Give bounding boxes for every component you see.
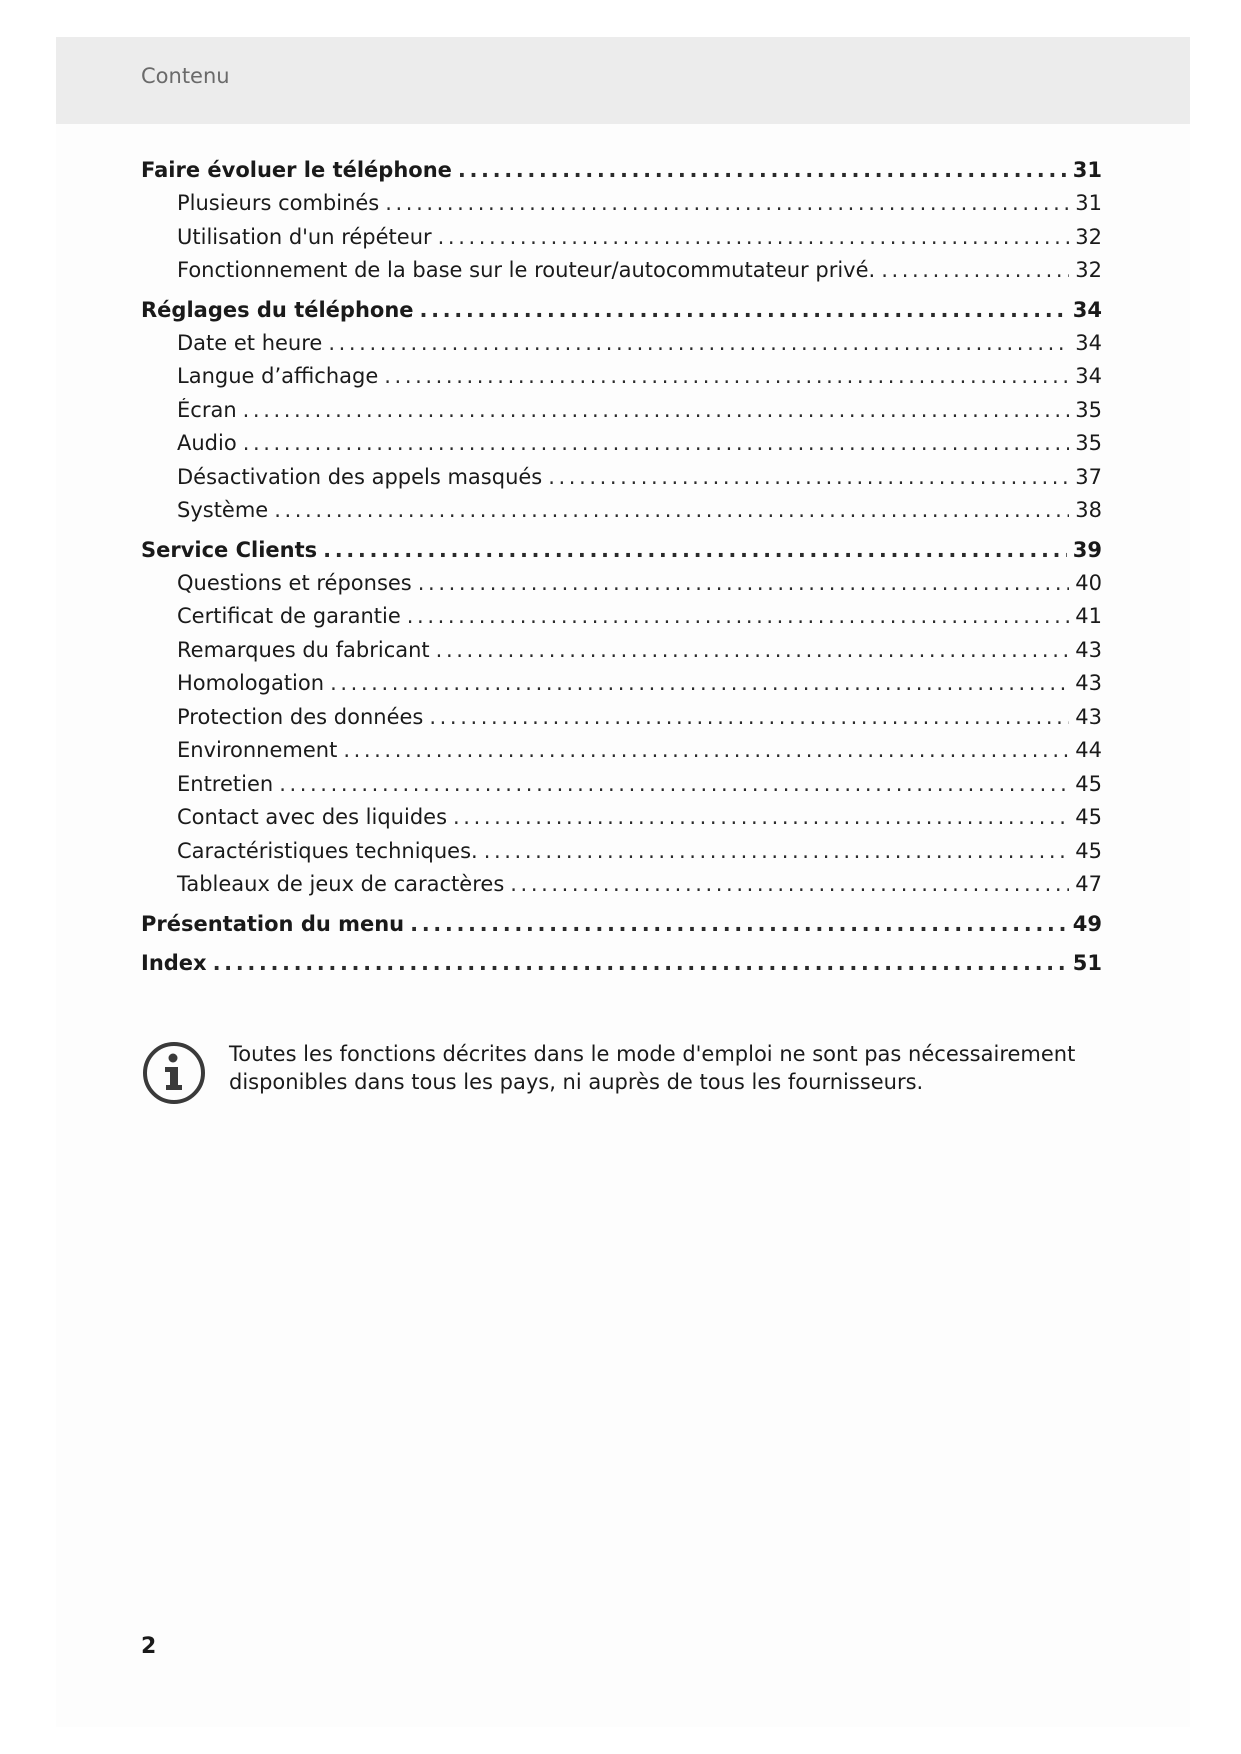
toc-entry-page-number: 35 — [1075, 397, 1102, 422]
toc-dot-leader — [407, 604, 1070, 628]
toc-chapter-entry — [141, 951, 1102, 984]
toc-dot-leader — [274, 498, 1069, 522]
toc-entry-label: Contact avec des liquides — [177, 805, 448, 829]
info-icon — [141, 1040, 207, 1106]
toc-entry-label: Entretien — [177, 771, 274, 796]
toc-entry-page-number: 34 — [1075, 364, 1102, 388]
toc-section-entry — [141, 225, 1102, 259]
toc-section-entry — [141, 872, 1102, 906]
toc-dot-leader — [484, 839, 1070, 863]
toc-entry-page-number: 43 — [1075, 704, 1102, 729]
toc-entry-label: Date et heure — [177, 330, 323, 355]
toc-section-entry — [141, 738, 1102, 772]
toc-dot-leader — [438, 225, 1070, 249]
toc-entry-page-number: 43 — [1075, 671, 1102, 695]
table-of-contents — [141, 158, 1102, 984]
toc-entry-label: Écran — [177, 397, 237, 422]
toc-entry-page-number: 45 — [1075, 771, 1102, 796]
toc-dot-leader — [418, 571, 1070, 595]
toc-entry-label: Index — [141, 950, 207, 975]
toc-section-entry — [141, 191, 1102, 225]
toc-entry-page-number: 31 — [1075, 191, 1102, 215]
toc-dot-leader — [436, 638, 1070, 662]
toc-entry-label: Langue d’affichage — [177, 364, 379, 388]
toc-entry-label: Environnement — [177, 738, 338, 762]
toc-entry-page-number: 40 — [1075, 570, 1102, 595]
toc-entry-page-number: 34 — [1075, 330, 1102, 355]
section-header-title: Contenu — [141, 64, 230, 88]
toc-entry-label: Présentation du menu — [141, 911, 405, 936]
toc-entry-label: Désactivation des appels masqués — [177, 464, 543, 489]
toc-dot-leader — [548, 465, 1069, 489]
toc-entry-label: Homologation — [177, 671, 325, 695]
toc-dot-leader — [453, 805, 1069, 829]
toc-entry-page-number: 43 — [1075, 637, 1102, 662]
toc-dot-leader — [429, 705, 1069, 729]
toc-entry-page-number: 38 — [1075, 498, 1102, 522]
toc-entry-page-number: 34 — [1072, 297, 1102, 322]
toc-section-entry — [141, 331, 1102, 365]
toc-section-entry — [141, 604, 1102, 638]
toc-entry-page-number: 45 — [1075, 838, 1102, 863]
toc-entry-page-number: 32 — [1075, 224, 1102, 249]
info-note-line-2: disponibles dans tous les pays, ni auprès de tous les fournisseurs. — [229, 1070, 924, 1094]
toc-entry-page-number: 39 — [1072, 537, 1102, 562]
toc-dot-leader — [385, 191, 1069, 215]
toc-dot-leader — [243, 431, 1070, 455]
toc-entry-page-number: 31 — [1072, 158, 1102, 182]
toc-section-entry — [141, 465, 1102, 499]
toc-entry-label: Audio — [177, 431, 237, 455]
toc-dot-leader — [328, 331, 1069, 355]
toc-entry-page-number: 49 — [1072, 911, 1102, 936]
toc-entry-label: Fonctionnement de la base sur le routeur/autocommutateur privé. — [177, 258, 876, 282]
toc-dot-leader — [243, 398, 1070, 422]
toc-entry-page-number: 44 — [1075, 738, 1102, 762]
toc-entry-label: Remarques du fabricant — [177, 637, 430, 662]
toc-entry-label: Service Clients — [141, 537, 318, 562]
toc-section-entry — [141, 431, 1102, 465]
toc-dot-leader — [410, 912, 1067, 936]
toc-chapter-entry — [141, 158, 1102, 191]
toc-entry-page-number: 41 — [1075, 604, 1102, 628]
toc-dot-leader — [279, 772, 1069, 796]
toc-entry-page-number: 37 — [1075, 464, 1102, 489]
toc-dot-leader — [458, 158, 1067, 182]
toc-section-entry — [141, 398, 1102, 432]
toc-entry-page-number: 35 — [1075, 431, 1102, 455]
page-number: 2 — [141, 1634, 157, 1659]
toc-entry-label: Certificat de garantie — [177, 604, 401, 628]
toc-entry-label: Réglages du téléphone — [141, 297, 414, 322]
toc-dot-leader — [213, 951, 1067, 975]
toc-section-entry — [141, 705, 1102, 739]
toc-entry-label: Tableaux de jeux de caractères — [177, 872, 505, 896]
toc-entry-label: Protection des données — [177, 704, 424, 729]
toc-section-entry — [141, 805, 1102, 839]
toc-entry-label: Faire évoluer le téléphone — [141, 158, 452, 182]
toc-chapter-entry — [141, 538, 1102, 571]
info-note-line-1: Toutes les fonctions décrites dans le mode d'emploi ne sont pas nécessairement — [229, 1042, 1076, 1066]
toc-section-entry — [141, 772, 1102, 806]
toc-dot-leader — [420, 298, 1067, 322]
info-note-text — [229, 1040, 1109, 1096]
toc-section-entry — [141, 671, 1102, 705]
toc-entry-page-number: 51 — [1072, 950, 1102, 975]
toc-section-entry — [141, 258, 1102, 292]
toc-entry-page-number: 47 — [1075, 872, 1102, 896]
toc-section-entry — [141, 498, 1102, 532]
toc-section-entry — [141, 364, 1102, 398]
toc-dot-leader — [343, 738, 1069, 762]
toc-entry-page-number: 45 — [1075, 805, 1102, 829]
toc-section-entry — [141, 638, 1102, 672]
toc-entry-page-number: 32 — [1075, 258, 1102, 282]
toc-entry-label: Plusieurs combinés — [177, 191, 380, 215]
toc-entry-label: Questions et réponses — [177, 570, 412, 595]
toc-entry-label: Utilisation d'un répéteur — [177, 224, 432, 249]
toc-chapter-entry — [141, 298, 1102, 331]
toc-dot-leader — [510, 872, 1069, 896]
toc-section-entry — [141, 839, 1102, 873]
toc-dot-leader — [384, 364, 1069, 388]
toc-chapter-entry — [141, 912, 1102, 945]
toc-dot-leader — [881, 258, 1069, 282]
toc-entry-label: Système — [177, 498, 269, 522]
toc-entry-label: Caractéristiques techniques. — [177, 838, 478, 863]
toc-section-entry — [141, 571, 1102, 605]
toc-dot-leader — [323, 538, 1067, 562]
toc-dot-leader — [330, 671, 1069, 695]
